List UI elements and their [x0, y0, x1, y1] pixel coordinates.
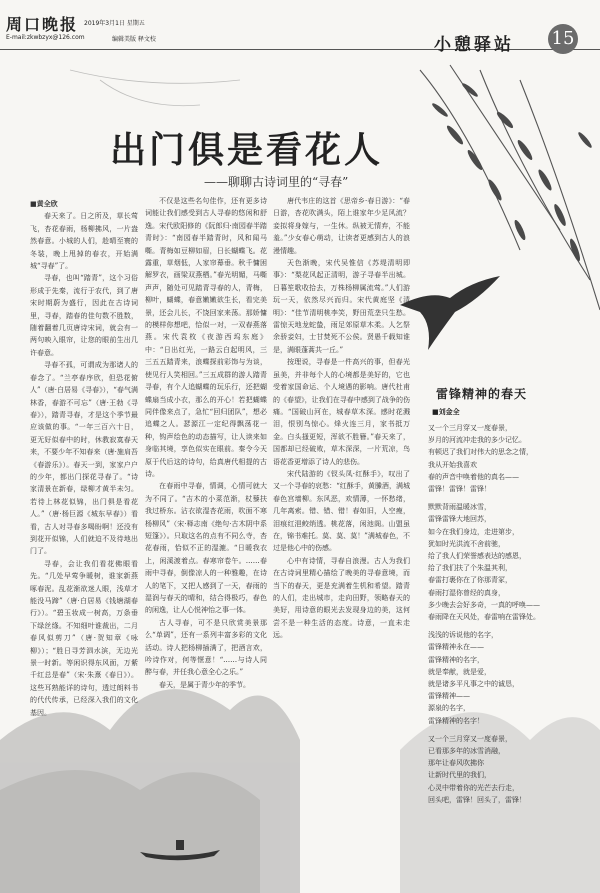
- poem-line: 雷锋雷锋大地回苏，: [428, 515, 491, 524]
- paragraph: 寻春，会让我们看花佛眼看先。“几处早莺争暖树，谁家新燕啄春泥。乱花渐欲迷人眼，浅草才能没马蹄”（唐·白居易《钱塘湖春行》）。“碧玉妆成一树高，万条垂下绿丝绦。不知细叶谁裁出，二月春风似剪刀”（唐·贺知章《咏柳》）；“胜日寻芳泗水滨，无边光景一时新。等闲识得东风面，万紫千红总是春”（宋·朱熹《春日》）。这些耳熟能详的诗句，透过朗料书的代代传承，已经深入我们的文化基因。: [30, 559, 138, 717]
- page-number: 15: [548, 24, 578, 54]
- poem-line: 多少晚去会好多奇，一真的呼唤——: [428, 600, 540, 609]
- paragraph: 春天，是属于青少年的季节。: [159, 680, 250, 689]
- article-column-3: [273, 195, 410, 883]
- poem-line: 那年让春风吹拂你: [428, 759, 484, 768]
- poem-line: 已看那多年的冰雪消融，: [428, 747, 505, 756]
- poem-stanza: [428, 733, 593, 806]
- poem-line: 岁月的河流冲走我的多少记忆。: [428, 436, 526, 445]
- poem-line: 又一个三月穿又一度春景，: [428, 734, 512, 743]
- poem-line: 雷锋精神的名字！: [428, 716, 484, 725]
- article-subtitle: ——聊聊古诗词里的“寻春”: [204, 175, 349, 189]
- paragraph: 宋代陆游的《钗头凤·红酥手》，叹出了又一个寻春的哀愁：“红酥手，黄縢酒，满城春色宫墙柳。东风恶，欢情薄，一怀愁绪，几年离索。错、错、错！春如旧，人空瘦，泪痕红浥鲛绡透。桃花落，闲池阁。山盟虽在，锦书难托。莫、莫、莫！”满城春色，不过是他心中的伤感。: [273, 469, 410, 553]
- article-author: ■黄全欣: [30, 199, 58, 208]
- poem-stanza: [428, 629, 593, 727]
- poem-line: 犹如时光洪流不舍前驰，: [428, 539, 505, 548]
- willow-leaves-icon: [431, 82, 594, 263]
- paragraph: 春天来了。日之所及，草长莺飞，杏花春雨，杨柳拂风，一片盎然春意。小城的人们，趁晴至寰的冬装，晚上甩掉的春衣，开始满城“寻春”了。: [30, 212, 138, 271]
- date-line: 2019年3月1日 星期五: [84, 20, 145, 27]
- paragraph: 唐代韦庄的这首《思帝乡·春日游》：“春日游，杏花吹满头，陌上谁家年少足风流？妾拟将身嫁与，一生休。纵被无情弃，不能羞。”少女春心萌动，让读者更感到古人的浪漫情趣。: [273, 197, 410, 255]
- poem-line: 又一个三月穿又一度春景，: [428, 424, 512, 432]
- poem-line: 雷锋精神——: [428, 692, 470, 701]
- poem-line: 给了我们扶了个朱温其利，: [428, 564, 512, 573]
- poem-line: 春的声音中唤着他的真名——: [428, 472, 519, 481]
- paragraph: 天色渐晚，宋代吴惟信《苏堤清明即事》：“梨花风起正清明，游子寻春半出城。日暮笙歌收拾去，万株杨柳属流莺。”人们游玩一天，依然尽兴而归。宋代黄庭坚《清明》：“佳节清明桃李笑，野田荒垄只生愁。雷惊天地龙蛇蛰，雨足郊原草木柔。人乞祭余骄妾妇，士甘焚死不公侯。贤愚千载知谁是，满眼蓬蒿共一丘。”: [273, 259, 410, 354]
- poem-line: 雷锋精神的名字，: [428, 655, 484, 664]
- poem-line: 就是诸多平凡事之中的诚恳，: [428, 680, 519, 689]
- poem-stanza: [428, 422, 593, 495]
- page-header: [0, 0, 600, 55]
- poem-line: 有顿迟了我们对伟大的思念之情，: [428, 448, 533, 457]
- editor-line: 编辑美版 释文校: [112, 36, 156, 43]
- poem-line: 春雨打湿你曾经的真身，: [428, 588, 505, 597]
- poem-line: 雷锋！雷锋！雷锋！: [428, 485, 491, 494]
- poem-title: 雷锋精神的春天: [436, 387, 528, 401]
- paragraph: 古人寻春，可不是只欣赏美景那么“单调”，还有一系列丰富多彩的文化活动。诗人把杨柳插满了，把酒言欢，吟诗作对，何等惬意！“……与诗人同醉与春，并任我心意全心之乐。”: [145, 618, 267, 677]
- poem-line: 心灵中带着你的光芒去行走，: [428, 783, 519, 792]
- poem-line: 默默背雨温暖冰雪，: [428, 503, 491, 512]
- paragraph: 寻春，也叫“踏青”，这个习俗形成于先秦，流行于农代，到了唐宋时期蔚为盛行，因此在古诗词里，寻春，踏春的佳句数不胜数，随着翻着几页唐诗宋词，就会有一两句映入眼帘，让您的眼前生出几许春意。: [30, 274, 138, 357]
- paragraph: 按理说，寻春是一件高兴的事，但春光虽美，并非每个人的心境都是美好的，它也受着家国命运、个人境遇的影响。唐代杜甫的《春望》，让我们在寻春中感到了战争的伤痛。“国破山河在，城春草木深。感时花溅泪，恨别鸟惊心。烽火连三月，家书抵万金。白头搔更短，浑欲不胜簪。”春天来了，国都却已经破败，草木深深，一片荒凉，鸟语花香更增添了诗人的悲伤。: [273, 358, 410, 466]
- poem-body: [428, 422, 593, 812]
- poem-line: 如今在我们身边，走进第步，: [428, 527, 519, 536]
- poem-line: 春雷打裹你在了你那青冢，: [428, 576, 512, 585]
- poem-line: 让新时代里的我们，: [428, 771, 491, 780]
- willow-branches-icon: [420, 65, 600, 310]
- paragraph: 心中有诗情，寻春自浪漫。古人为我们在古诗词里精心描绘了晚美的寻春意境，而当下的春天，更是充满着生机和希望。踏青的人们，走出城市，走向田野，领略春天的美好，用诗意的眼光去发现身边的美，这何尝不是一种生活的态度。诗意，一直未走远。: [273, 556, 410, 640]
- poem-line: 给了我人们荣誉感表达的感恩，: [428, 552, 526, 561]
- paragraph: 不仅是这些名句佳作，还有更多诗词能让我们感受到古人寻春的悠闲和舒逸。宋代欧阳修的《阮郎归·南园春半踏青时》：“南园春半踏青时，风和闻马嘶。青梅如豆柳如眉，日长蝴蝶飞。花露重，草烟低，人家帘幕垂。秋千慵困解罗衣，画梁双燕栖。”春光明媚，马嘶声声，随处可见踏青寻春的人，青梅，柳叶，蝴蝶，春意嫩嫩欲生长，看完美景，还会儿长，不饶回家来荡。那娇慵的模样你想吧，恰似一对，一双春燕落燕。宋代袁枚《夜游西坞东庭》中：“日出红光，一路云白起明风，三三五五踏青来，浪蝶探前彩饰与为谈，使见行人笑相回。”三五成群的游人踏青寻春，有个人追蝴蝶的玩乐行，还把蝴蝶扇当成小衣，那么的开心！若把蝴蝶同伴像来点了，急忙“回归团队”，想必追蝶之人。瑟源江一定纪得飘荡花一种，钩声绘色的动态描写，让人读来如身临其境，享色似实在眼前。秦令今天原于代后这的诗句，给真唐代相提的古诗。: [145, 197, 267, 478]
- poem-author: ■刘金全: [432, 407, 460, 416]
- newspaper-logo: 周口晚报: [6, 15, 79, 34]
- article-title: 出门俱是看花人: [110, 129, 384, 171]
- article-column-1: [30, 198, 138, 818]
- paragraph: 寻春不孤，可谓成为那诸人的春念了。“兰亭春序欣，但恐花俯人”（唐·白居易《寻春》），“春气满林香，春游不可忘”（唐·王勃《寻春》），踏青寻春，才是这个季节最应该做的事。“一年三百六十日，更无好似春中的时，休教寂寞春天来，不要少年不知春来（唐·施肩吾《春游乐》）。春天一到，家家户户的少年，都出门探花寻春了。“诗家清景在新春，绿柳才黄半未匀。若待上林花似锦，出门俱是看花人。”（唐·杨巨源《城东早春》）看看，古人对寻春多喝盼啊！还没有到花开似锦，人们就迫不及待地出门了。: [30, 361, 138, 556]
- faint-branch-icon: [70, 70, 240, 106]
- poem-line: 我从开始我喜欢: [428, 460, 477, 469]
- poem-stanza: [428, 501, 593, 623]
- email-line: E-mail:zkwbzyx@126.com: [6, 34, 85, 41]
- poem-line: 春雨降在天风处，春雷响在雷锋处。: [428, 613, 540, 622]
- poem-line: 就是奉献，就是爱，: [428, 667, 491, 676]
- paragraph: 在春雨中寻春，情调，心情可就大为不同了。“吉木的小菜范渐，杖藜扶我过桥东。沾衣欲湿杏花雨，吹面不寒杨柳风”（宋·释志南《绝句·古木阴中系短篷》）。只取这名的点有不同么寺，杏花春雨，恰似不正的湿漉。“日暖我衣上，闲溪渡着点。春寒帘卷午。……春雨中寻春，倒像凉人的一种雅趣，在诗人的笔下，又把人感到了一天，春雨的湿润与春天的晴和，结合得极巧，春色的闲逸，让人心悦神怡之事一体。: [145, 482, 267, 615]
- poem-line: 浅浅的诉说他的名字，: [428, 631, 498, 640]
- swallow-bird-icon: [400, 276, 500, 350]
- section-title: 小憩驿站: [434, 35, 514, 55]
- poem-line: 源泉的名字，: [428, 704, 470, 713]
- poem-line: 雷锋精神永在——: [428, 643, 484, 652]
- poem-line: 回头吧，雷锋！回头了，雷锋！: [428, 795, 526, 804]
- article-column-2: [145, 195, 267, 883]
